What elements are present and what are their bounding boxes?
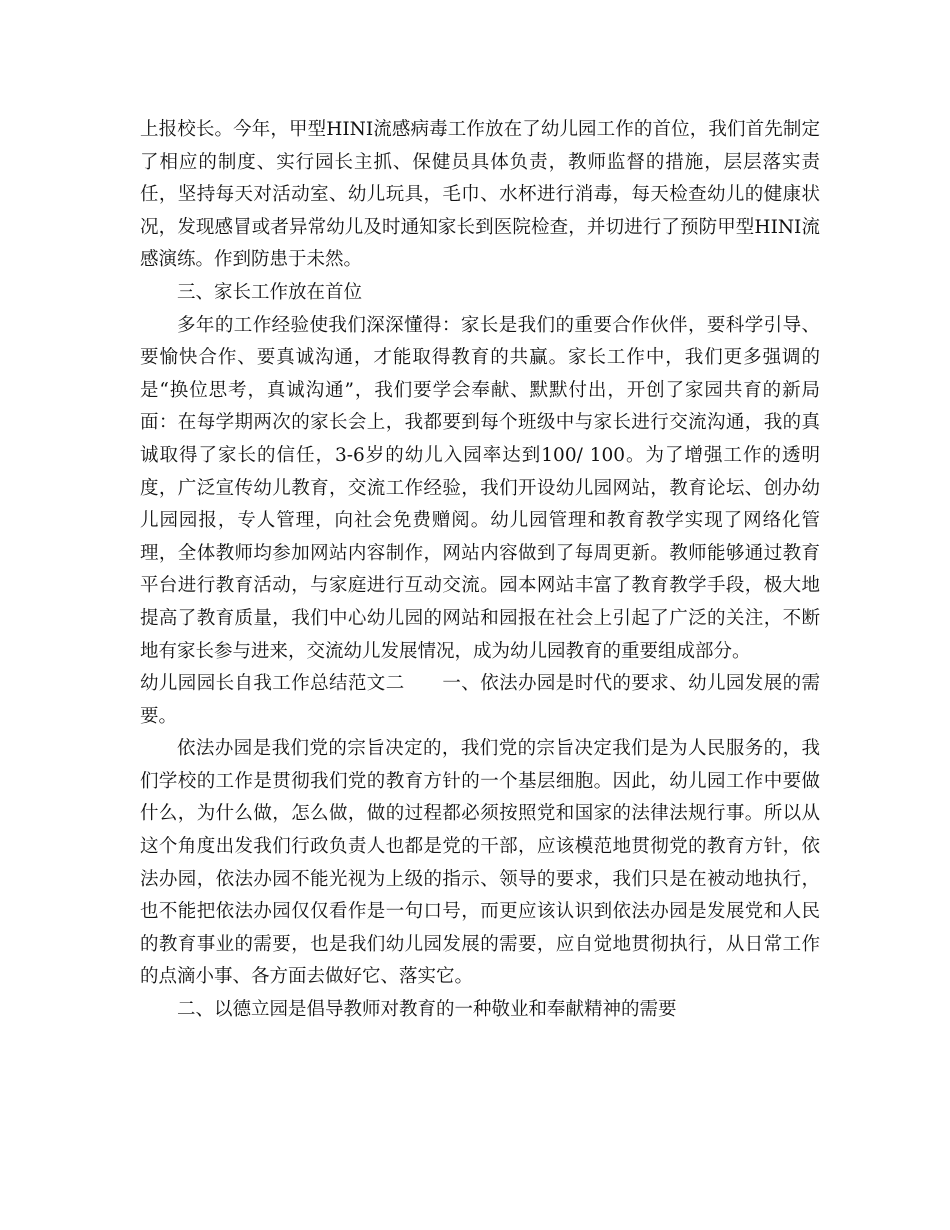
document-title-and-section-one: 幼儿园园长自我工作总结范文二 一、依法办园是时代的要求、幼儿园发展的需要。: [140, 673, 820, 727]
section-heading-moral-foundation: 二、以德立园是倡导教师对教育的一种敬业和奉献精神的需要: [177, 999, 677, 1021]
section-heading-parent-work: 三、家长工作放在首位: [177, 281, 363, 303]
paragraph-parent-cooperation: 多年的工作经验使我们深深懂得：家长是我们的重要合作伙伴，要科学引导、要愉快合作、要真诚沟通，才能取得教育的共赢。家长工作中，我们更多强调的是“换位思考，真诚沟通”，我们要学会奉献、默默付出，开创了家园共育的新局面：在每学期两次的家长会上，我都要到每个班级中与家长进行交流沟通，我的真诚取得了家长的信任，3-6岁的幼儿入园率达到100/ 100。为了增强工作的透明度，广泛宣传幼儿教育，交流工作经验，我们开设幼儿园网站，教育论坛、创办幼儿园园报，专人管理，向社会免费赠阅。幼儿园管理和教育教学实现了网络化管理，全体教师均参加网站内容制作，网站内容做到了每周更新。教师能够通过教育平台进行教育活动，与家庭进行互动交流。园本网站丰富了教育教学手段，极大地提高了教育质量，我们中心幼儿园的网站和园报在社会上引起了广泛的关注，不断地有家长参与进来，交流幼儿发展情况，成为幼儿园教育的重要组成部分。: [140, 314, 820, 662]
paragraph-law-based-management: 依法办园是我们党的宗旨决定的，我们党的宗旨决定我们是为人民服务的，我们学校的工作是贯彻我们党的教育方针的一个基层细胞。因此，幼儿园工作中要做什么，为什么做，怎么做，做的过程都必须按照党和国家的法律法规行事。所以从这个角度出发我们行政负责人也都是党的干部，应该模范地贯彻党的教育方针，依法办园，依法办园不能光视为上级的指示、领导的要求，我们只是在被动地执行，也不能把依法办园仅仅看作是一句口号，而更应该认识到依法办园是发展党和人民的教育事业的需要，也是我们幼儿园发展的需要，应自觉地贯彻执行，从日常工作的点滴小事、各方面去做好它、落实它。: [140, 738, 820, 988]
paragraph-hini-prevention: 上报校长。今年，甲型HINI流感病毒工作放在了幼儿园工作的首位，我们首先制定了相应的制度、实行园长主抓、保健员具体负责，教师监督的措施，层层落实责任，坚持每天对活动室、幼儿玩具，毛巾、水杯进行消毒，每天检查幼儿的健康状况，发现感冒或者异常幼儿及时通知家长到医院检查，并切进行了预防甲型HINI流感演练。作到防患于未然。: [140, 119, 820, 271]
document-body: [140, 114, 820, 1027]
